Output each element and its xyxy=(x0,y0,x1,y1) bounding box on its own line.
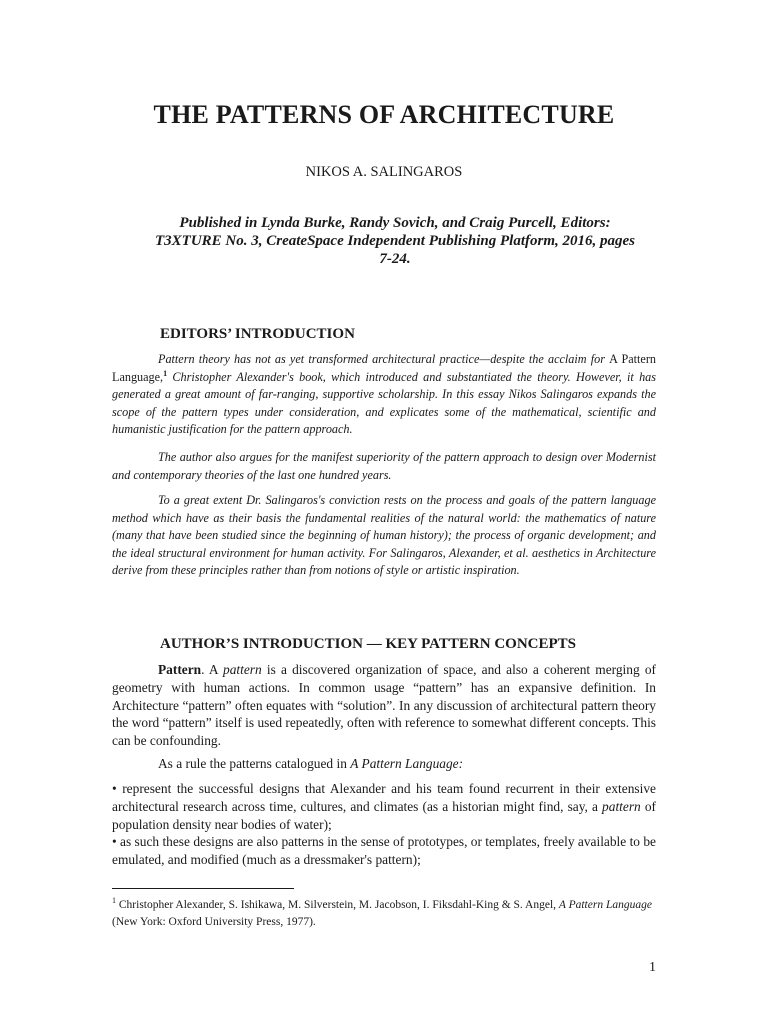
book-title-reference: A Pattern Language, xyxy=(112,352,656,384)
footnote-text-b: (New York: Oxford University Press, 1977). xyxy=(112,916,316,928)
authors-paragraph-1 xyxy=(112,661,656,750)
authors-p1-text-b: is a discovered organization of space, and also a coherent merging of geometry with human actions. In common usage “pattern” has an expansive definition. In Architecture “pattern” often equates with “solution”. In any discussion of architectural pattern theory the word “pattern” itself is used repeatedly, often with reference to somewhat different concepts. This can be confounding. xyxy=(112,662,656,749)
footnote-text-a: Christopher Alexander, S. Ishikawa, M. Silverstein, M. Jacobson, I. Fiksdahl-King & S. Angel, xyxy=(116,899,559,911)
editors-p1-text-a: Pattern theory has not as yet transformed architectural practice—despite the acclaim for xyxy=(158,352,610,366)
bullet-1-text-a: • represent the successful designs that Alexander and his team found recurrent in their extensive architectural research across time, cultures, and climates (as a historian might find, say, a xyxy=(112,781,656,814)
pattern-italic: pattern xyxy=(223,662,262,677)
footnote-reference[interactable]: 1 xyxy=(163,368,168,378)
authors-p1-text-a: . A xyxy=(201,662,224,677)
footnote xyxy=(112,897,656,931)
authors-p2-text: As a rule the patterns catalogued in xyxy=(158,756,351,771)
editors-p2-text: The author also argues for the manifest superiority of the pattern approach to design over Modernist and contemporary theories of the last one hundred years. xyxy=(112,450,656,482)
editors-paragraph-3 xyxy=(112,492,656,580)
editors-p1-text-b: Christopher Alexander's book, which introduced and substantiated the theory. However, it has generated a great amount of far-ranging, supportive scholarship. In this essay Nikos Salingaros expands the scope of the pattern types under consideration, and explicates some of the mathematical, scientific and humanistic justification for the pattern approach. xyxy=(112,369,656,436)
footnote-divider xyxy=(112,888,294,889)
book-title-italic: A Pattern Language: xyxy=(350,756,464,771)
authors-introduction-heading: AUTHOR’S INTRODUCTION — KEY PATTERN CONCEPTS xyxy=(160,636,577,652)
bullet-item: • as such these designs are also patterns in the sense of prototypes, or templates, freely available to be emulated, and modified (much as a dressmaker's pattern); xyxy=(112,834,656,868)
footnote-book-title: A Pattern Language xyxy=(558,899,652,911)
bullet-1-italic: pattern xyxy=(602,798,641,814)
bullet-1-text-b: of population density near bodies of water); xyxy=(112,798,656,832)
editors-paragraph-2 xyxy=(112,449,656,484)
page-number: 1 xyxy=(649,960,656,975)
document-title: THE PATTERNS OF ARCHITECTURE xyxy=(153,100,615,129)
publication-info: Published in Lynda Burke, Randy Sovich, and Craig Purcell, Editors: T3XTURE No. 3, CreateSpace Independent Publishing Platform, 2016, pages 7-24. xyxy=(154,215,635,267)
authors-paragraph-2 xyxy=(112,755,656,773)
footnote-marker: 1 xyxy=(112,896,116,906)
pattern-bullet-list xyxy=(112,780,656,869)
editors-p3-text: To a great extent Dr. Salingaros's conviction rests on the process and goals of the pattern language method which have as their basis the fundamental realities of the natural world: the mathematics of nature (many that have been studied since the beginning of human history); the process of organic development; and the ideal structural environment for human activity. For Salingaros, Alexander, et al. aesthetics in Architecture derive from these principles rather than from notions of style or artistic inspiration. xyxy=(112,493,656,577)
editors-introduction-heading: EDITORS’ INTRODUCTION xyxy=(160,326,355,342)
pattern-term: Pattern xyxy=(158,662,202,677)
bullet-item xyxy=(112,780,656,833)
author-name: NIKOS A. SALINGAROS xyxy=(305,164,463,180)
editors-paragraph-1 xyxy=(112,351,656,439)
